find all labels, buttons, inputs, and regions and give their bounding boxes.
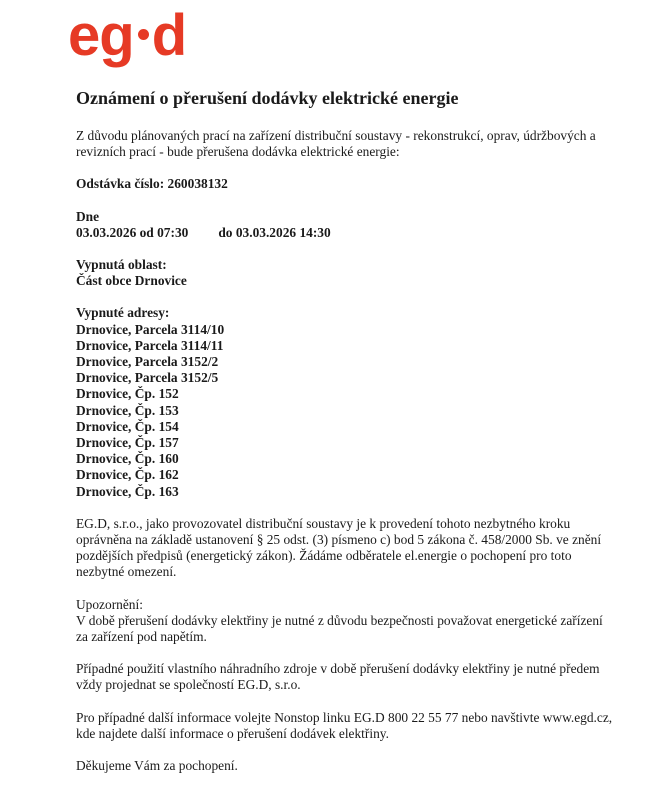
address-item: Drnovice, Čp. 162: [76, 467, 179, 483]
address-item: Drnovice, Parcela 3152/5: [76, 370, 219, 386]
address-item: Drnovice, Čp. 152: [76, 386, 179, 402]
warning-text: V době přerušení dodávky elektřiny je nutné z důvodu bezpečnosti považovat energetické zařízení za zařízení pod napětím.: [76, 612, 603, 645]
date-from: 03.03.2026 od 07:30: [76, 224, 189, 240]
logo-text-right: d: [151, 3, 187, 68]
generator-note: Případné použití vlastního náhradního zdroje v době přerušení dodávky elektřiny je nutné předem vždy projednat se společností EG.D, s.r.o.: [76, 661, 600, 693]
warning-section: [76, 597, 616, 646]
logo-dot-icon: [138, 29, 149, 40]
addresses-label: Vypnuté adresy:: [76, 305, 170, 321]
address-item: Drnovice, Parcela 3114/10: [76, 321, 225, 337]
egd-logo: [68, 4, 186, 68]
address-item: Drnovice, Čp. 153: [76, 402, 179, 418]
date-to: do 03.03.2026 14:30: [218, 224, 331, 240]
outage-number-label: Odstávka číslo:: [76, 176, 165, 192]
address-item: Drnovice, Parcela 3114/11: [76, 337, 224, 353]
address-item: Drnovice, Čp. 163: [76, 483, 179, 499]
outage-number-value: 260038132: [167, 176, 228, 192]
logo-text-left: eg: [68, 3, 134, 68]
date-range: [76, 225, 616, 241]
outage-addresses: [76, 305, 616, 499]
outage-number: [76, 176, 616, 192]
outage-area: [76, 257, 616, 289]
address-item: Drnovice, Čp. 157: [76, 435, 179, 451]
area-value: Část obce Drnovice: [76, 273, 187, 289]
address-list: [76, 322, 616, 500]
outage-date: [76, 209, 616, 241]
warning-label: Upozornění:: [76, 596, 143, 612]
notice-content: [76, 86, 616, 774]
legal-paragraph: EG.D, s.r.o., jako provozovatel distribuční soustavy je k provedení tohoto nezbytného kroku oprávněna na základě ustanovení § 25 odst. (3) písmeno c) bod 5 zákona č. 458/2000 Sb. ve znění pozdějších předpisů (energetický zákon). Žádáme odběratele el.energie o pochopení pro toto nezbytné omezení.: [76, 515, 602, 580]
address-item: Drnovice, Parcela 3152/2: [76, 354, 219, 370]
contact-paragraph: Pro případné další informace volejte Nonstop linku EG.D 800 22 55 77 nebo navštivte www.egd.cz, kde najdete další informace o přerušení dodávek elektřiny.: [76, 709, 613, 741]
date-label: Dne: [76, 208, 100, 224]
address-item: Drnovice, Čp. 160: [76, 451, 179, 467]
intro-paragraph: Z důvodu plánovaných prací na zařízení distribuční soustavy - rekonstrukcí, oprav, údržbových a revizních prací - bude přerušena dodávka elektrické energie:: [76, 128, 596, 160]
notice-title: Oznámení o přerušení dodávky elektrické energie: [76, 88, 459, 108]
area-label: Vypnutá oblast:: [76, 257, 167, 273]
thanks-text: Děkujeme Vám za pochopení.: [76, 758, 238, 774]
address-item: Drnovice, Čp. 154: [76, 418, 179, 434]
